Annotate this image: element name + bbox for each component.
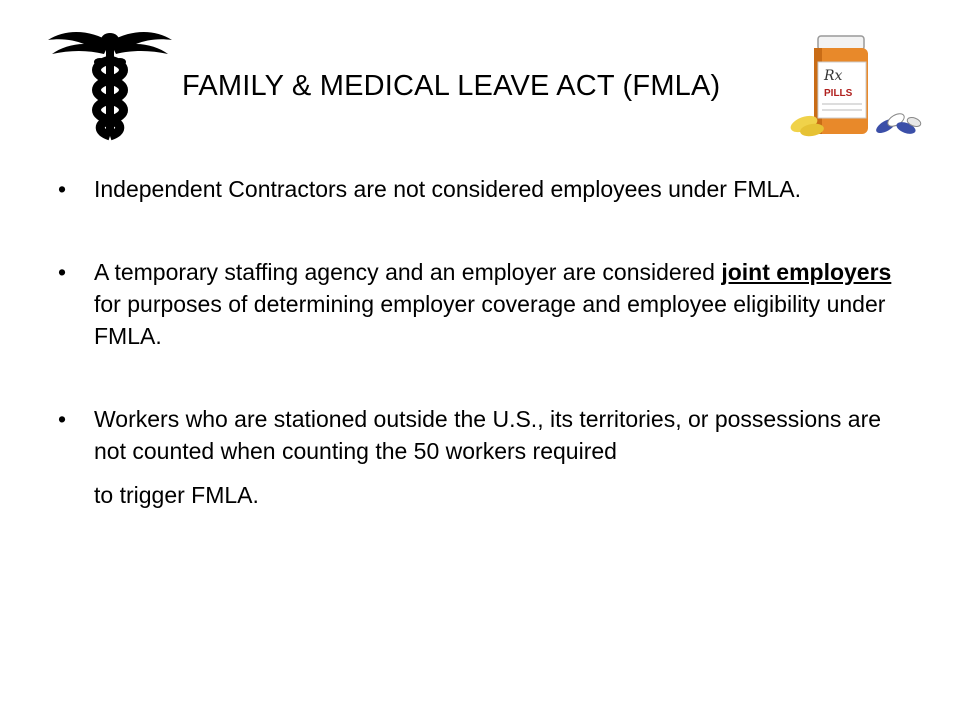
pill-label: PILLS (824, 88, 853, 99)
emphasis-text: joint employers (721, 259, 892, 285)
bullet-text-continued: for purposes of determining employer coverage and employee eligibility under FMLA. (94, 291, 886, 349)
bullet-marker: • (58, 176, 67, 202)
rx-label: Rx (824, 68, 843, 84)
bullet-marker: • (58, 259, 67, 285)
bullet-text-continued: to trigger FMLA. (94, 482, 259, 508)
bullet-marker: • (58, 406, 67, 432)
bullet-text: Workers who are stationed outside the U.S., its territories, or possessions are not counted when counting the 50 workers required (94, 406, 882, 464)
bullet-text: Independent Contractors are not considered employees under FMLA. (94, 176, 802, 202)
bullet-text: A temporary staffing agency and an employer are considered (94, 259, 722, 285)
page-title: FAMILY & MEDICAL LEAVE ACT (FMLA) (182, 70, 721, 102)
list-item (58, 403, 898, 511)
list-item (58, 256, 898, 352)
caduceus-icon (44, 20, 176, 144)
bullet-list (58, 173, 898, 511)
pill-bottle-icon (788, 28, 924, 140)
list-item (58, 173, 898, 205)
